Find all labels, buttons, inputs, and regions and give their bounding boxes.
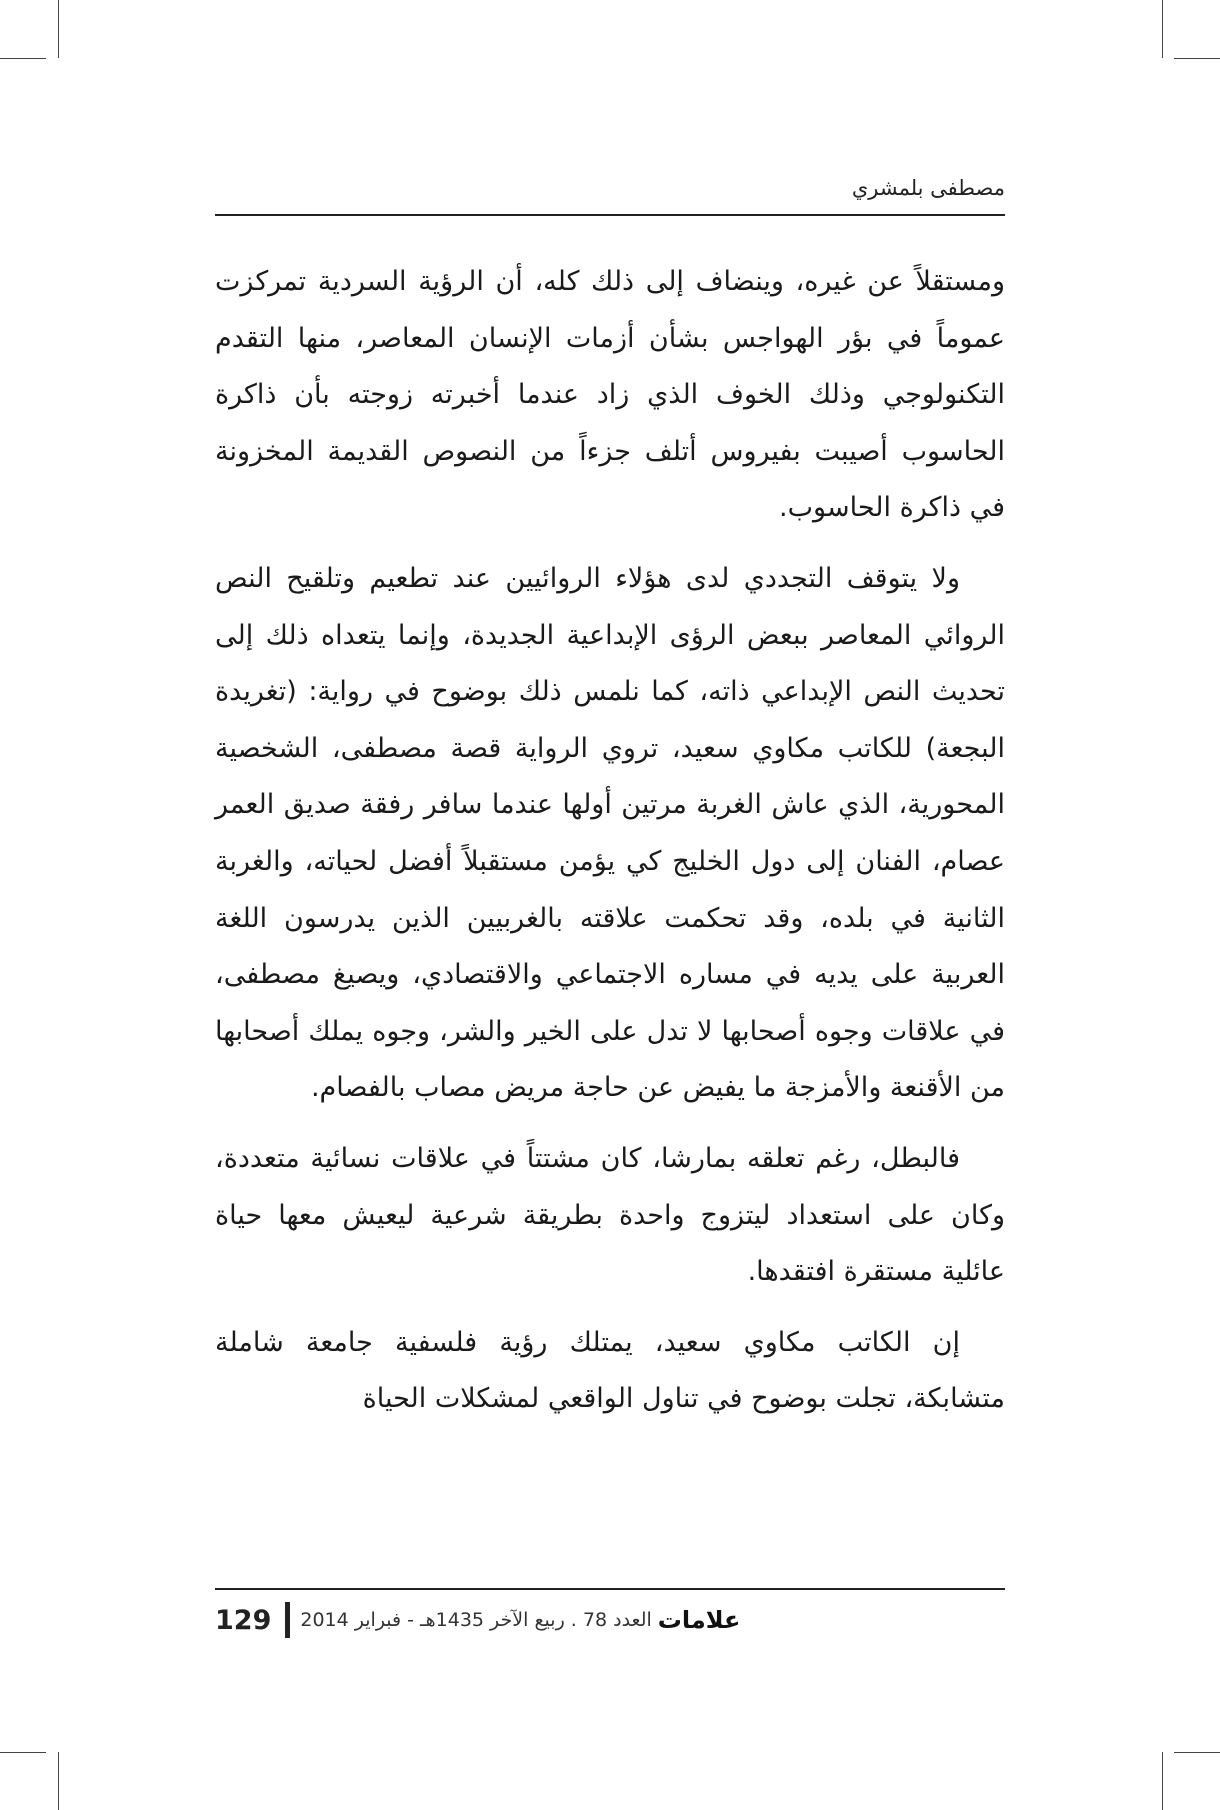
crop-mark xyxy=(0,58,46,59)
footer-separator xyxy=(285,1602,290,1638)
crop-mark xyxy=(1174,58,1220,59)
issue-info: العدد 78 . ربيع الآخر 1435هـ - فبراير 2014 xyxy=(300,1609,652,1631)
crop-mark xyxy=(58,1752,59,1810)
crop-mark xyxy=(1174,1752,1220,1753)
crop-mark xyxy=(0,1752,46,1753)
crop-mark xyxy=(58,0,59,58)
page-footer xyxy=(215,1588,1005,1638)
journal-name: علامات xyxy=(657,1606,741,1634)
page-number: 129 xyxy=(215,1604,272,1636)
author-name: مصطفى بلمشري xyxy=(851,176,1005,200)
paragraph: ولا يتوقف التجددي لدى هؤلاء الروائيين عند تطعيم وتلقيح النص الروائي المعاصر ببعض الرؤى الإبداعية الجديدة، وإنما يتعداه ذلك إلى تحديث النص الإبداعي ذاته، كما نلمس ذلك بوضوح في رواية: (تغريدة البجعة) للكاتب مكاوي سعيد، تروي الرواية قصة مصطفى، الشخصية المحورية، الذي عاش الغربة مرتين أولها عندما سافر رفقة صديق العمر عصام، الفنان إلى دول الخليج كي يؤمن مستقبلاً أفضل لحياته، والغربة الثانية في بلده، وقد تحكمت علاقته بالغربيين الذين يدرسون اللغة العربية على يديه في مساره الاجتماعي والاقتصادي، ويصيغ مصطفى، في علاقات وجوه أصحابها لا تدل على الخير والشر، وجوه يملك أصحابها من الأقنعة والأمزجة ما يفيض عن حاجة مريض مصاب بالفصام. xyxy=(215,562,1005,1104)
paragraph: فالبطل، رغم تعلقه بمارشا، كان مشتتاً في علاقات نسائية متعددة، وكان على استعداد ليتزوج واحدة بطريقة شرعية ليعيش معها حياة عائلية مستقرة افتقدها. xyxy=(215,1142,1005,1288)
paragraph: إن الكاتب مكاوي سعيد، يمتلك رؤية فلسفية جامعة شاملة متشابكة، تجلت بوضوح في تناول الواقعي لمشكلات الحياة xyxy=(215,1326,1005,1415)
crop-mark xyxy=(1162,0,1163,58)
running-head xyxy=(215,176,1005,216)
paragraph: ومستقلاً عن غيره، وينضاف إلى ذلك كله، أن الرؤية السردية تمركزت عموماً في بؤر الهواجس بشأن أزمات الإنسان المعاصر، منها التقدم التكنولوجي وذلك الخوف الذي زاد عندما أخبرته زوجته بأن ذاكرة الحاسوب أصيبت بفيروس أتلف جزءاً من النصوص القديمة المخزونة في ذاكرة الحاسوب. xyxy=(215,266,1005,524)
body-text xyxy=(215,254,1005,1442)
crop-mark xyxy=(1162,1752,1163,1810)
